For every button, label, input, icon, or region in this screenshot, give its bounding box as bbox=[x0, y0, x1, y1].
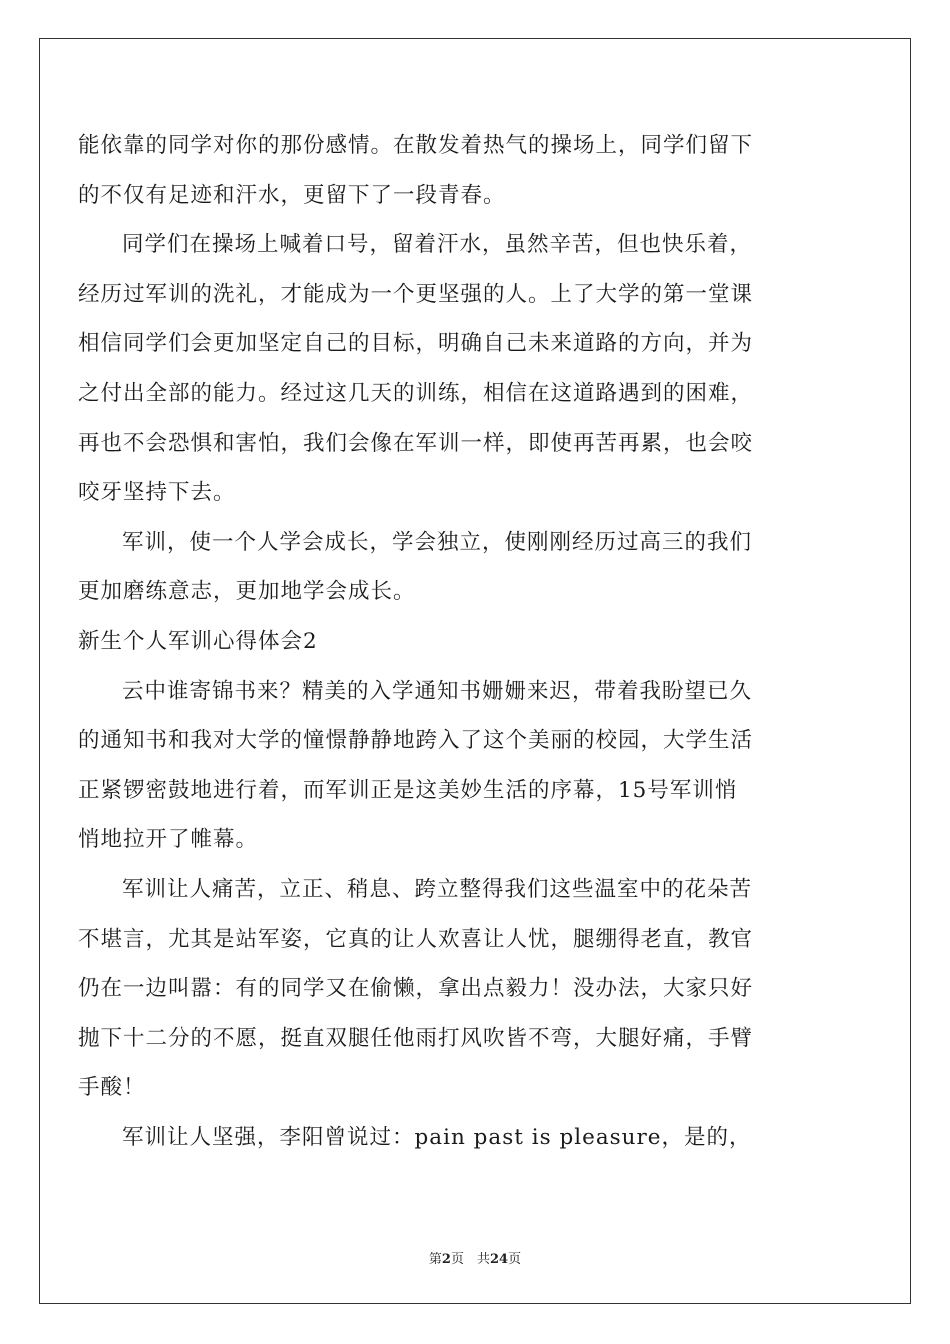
text-line: 军训让人痛苦，立正、稍息、跨立整得我们这些温室中的花朵苦 bbox=[122, 876, 753, 902]
total-page-count: 24 bbox=[489, 1252, 509, 1267]
text-line: 之付出全部的能力。经过这几天的训练，相信在这道路遇到的困难， bbox=[78, 380, 754, 406]
text-line: 经历过军训的洗礼，才能成为一个更坚强的人。上了大学的第一堂课 bbox=[78, 281, 754, 307]
text-line: 相信同学们会更加坚定自己的目标，明确自己未来道路的方向，并为 bbox=[78, 331, 754, 357]
footer-suffix: 页 bbox=[508, 1252, 522, 1267]
text-line: 不堪言，尤其是站军姿，它真的让人欢喜让人忧，腿绷得老直，教官 bbox=[78, 926, 754, 952]
text-line: 仍在一边叫嚣：有的同学又在偷懒，拿出点毅力！没办法，大家只好 bbox=[78, 976, 754, 1002]
text-line: 咬牙坚持下去。 bbox=[78, 480, 236, 506]
text-line: 军训，使一个人学会成长，学会独立，使刚刚经历过高三的我们 bbox=[122, 529, 753, 555]
page-footer bbox=[0, 1248, 950, 1267]
text-line: 新生个人军训心得体会2 bbox=[78, 628, 318, 654]
document-body bbox=[78, 121, 872, 1162]
text-line: 手酸！ bbox=[78, 1075, 146, 1101]
text-line: 更加磨练意志，更加地学会成长。 bbox=[78, 579, 416, 605]
footer-prefix: 第 bbox=[428, 1252, 442, 1267]
text-line: 悄地拉开了帷幕。 bbox=[78, 827, 259, 853]
text-line: 能依靠的同学对你的那份感情。在散发着热气的操场上，同学们留下 bbox=[78, 133, 754, 158]
text-line: 再也不会恐惧和害怕，我们会像在军训一样，即使再苦再累，也会咬 bbox=[78, 430, 754, 456]
text-line: 同学们在操场上喊着口号，留着汗水，虽然辛苦，但也快乐着， bbox=[122, 232, 753, 258]
text-line: 的不仅有足迹和汗水，更留下了一段青春。 bbox=[78, 182, 506, 208]
text-line: 正紧锣密鼓地进行着，而军训正是这美妙生活的序幕，15号军训悄 bbox=[78, 777, 738, 803]
current-page-number: 2 bbox=[441, 1252, 451, 1267]
text-line: 的通知书和我对大学的憧憬静静地跨入了这个美丽的校园，大学生活 bbox=[78, 728, 754, 754]
text-line: 云中谁寄锦书来？精美的入学通知书姗姗来迟，带着我盼望已久 bbox=[122, 678, 753, 704]
footer-mid: 页 共 bbox=[450, 1252, 490, 1267]
text-line: 抛下十二分的不愿，挺直双腿任他雨打风吹皆不弯，大腿好痛，手臂 bbox=[78, 1025, 754, 1051]
text-line: 军训让人坚强，李阳曾说过：pain past is pleasure，是的， bbox=[122, 1124, 752, 1150]
